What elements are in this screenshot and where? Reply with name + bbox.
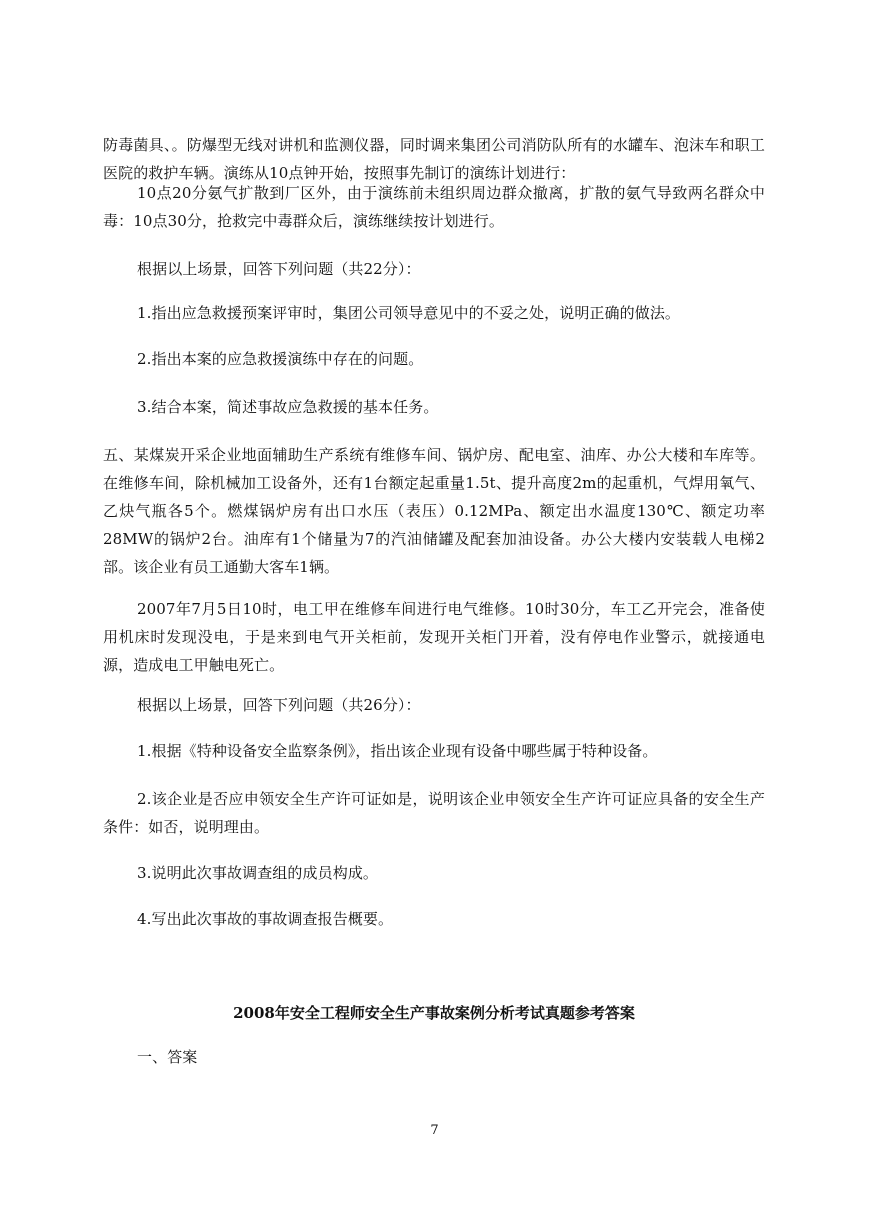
case-five-question-3: 3.说明此次事故调查组的成员构成。 — [137, 864, 379, 882]
answer-section-heading: 一、答案 — [137, 1048, 198, 1066]
question-3: 3.结合本案，简述事故应急救援的基本任务。 — [137, 398, 439, 416]
paragraph-drill-incident: 10点20分氨气扩散到厂区外，由于演练前未组织周边群众撤离，扩散的氨气导致两名群众中毒：10点30分，抢救完中毒群众后，演练继续按计划进行。 — [103, 184, 765, 230]
case-five-description: 五、某煤炭开采企业地面辅助生产系统有维修车间、锅炉房、配电室、油库、办公大楼和车库等。在维修车间，除机械加工设备外，还有1台额定起重量1.5t、提升高度2m的起重机，气焊用氧气、乙炔气瓶各5个。燃煤锅炉房有出口水压（表压）0.12MPa、额定出水温度130℃、额定功率28MW的锅炉2台。油库有1个储量为7的汽油储罐及配套加油设备。办公大楼内安装载人电梯2部。该企业有员工通勤大客车1辆。 — [103, 446, 765, 576]
case-five-incident: 2007年7月5日10时，电工甲在维修车间进行电气维修。10时30分，车工乙开完会，准备使用机床时发现没电，于是来到电气开关柜前，发现开关柜门开着，没有停电作业警示，就接通电源，造成电工甲触电死亡。 — [103, 600, 765, 674]
question-intro-26: 根据以上场景，回答下列问题（共26分）： — [137, 696, 421, 714]
question-2: 2.指出本案的应急救援演练中存在的问题。 — [137, 350, 424, 368]
case-five-question-4: 4.写出此次事故的事故调查报告概要。 — [137, 910, 394, 928]
case-five-question-2: 2.该企业是否应申领安全生产许可证如是，说明该企业申领安全生产许可证应具备的安全生产条件：如否，说明理由。 — [103, 790, 765, 836]
paragraph-continuation: 防毒菌具、。防爆型无线对讲机和监测仪器，同时调来集团公司消防队所有的水罐车、泡沫车和职工医院的救护车辆。演练从10点钟开始，按照事先制订的演练计划进行： — [103, 136, 765, 182]
page-number: 7 — [430, 1123, 439, 1138]
case-five-question-1: 1.根据《特种设备安全监察条例》，指出该企业现有设备中哪些属于特种设备。 — [137, 742, 658, 760]
document-page — [103, 0, 765, 1228]
answer-title: 2008年安全工程师安全生产事故案例分析考试真题参考答案 — [233, 1004, 635, 1022]
question-1: 1.指出应急救援预案评审时，集团公司领导意见中的不妥之处，说明正确的做法。 — [137, 304, 681, 322]
question-intro-22: 根据以上场景，回答下列问题（共22分）： — [137, 260, 421, 278]
